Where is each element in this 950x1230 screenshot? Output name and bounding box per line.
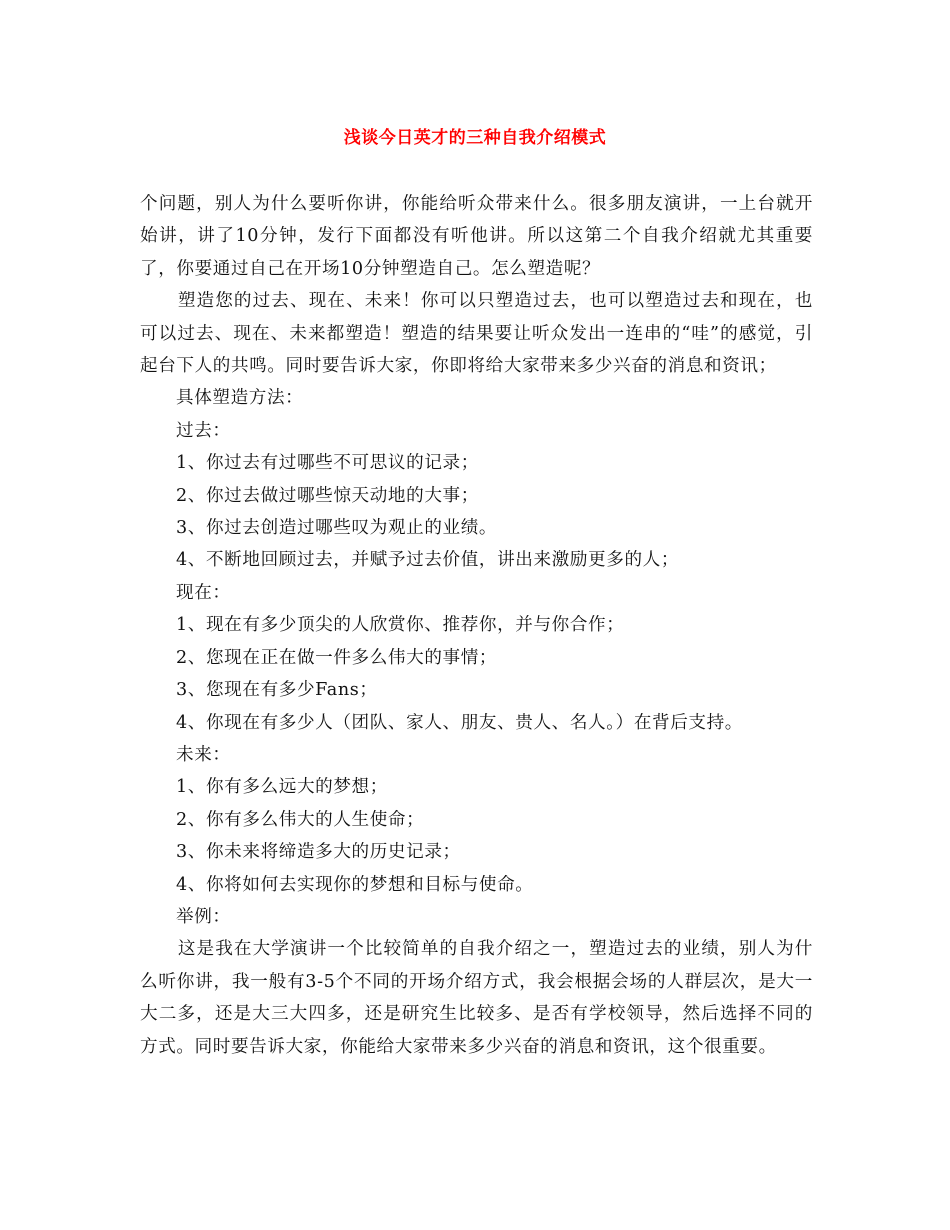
document-body [140,188,813,1063]
past-heading: 过去： [176,420,231,441]
future-heading: 未来： [176,744,231,765]
present-heading: 现在： [176,582,231,603]
example-heading: 举例： [176,906,231,927]
list-item-present-1: 1、现在有多少顶尖的人欣赏你、推荐你，并与你合作； [176,615,625,636]
paragraph-intro: 个问题，别人为什么要听你讲，你能给听众带来什么。很多朋友演讲，一上台就开始讲，讲了10分钟，发行下面都没有听他讲。所以这第二个自我介绍就尤其重要了，你要通过自己在开场10分钟塑造自己。怎么塑造呢？ [140,194,813,279]
list-item-future-3: 3、你未来将缔造多大的历史记录； [176,842,461,863]
list-item-past-1: 1、你过去有过哪些不可思议的记录； [176,453,479,474]
list-item-present-4: 4、你现在有多少人（团队、家人、朋友、贵人、名人。）在背后支持。 [176,712,744,733]
paragraph-example: 这是我在大学演讲一个比较简单的自我介绍之一，塑造过去的业绩，别人为什么听你讲，我一般有3-5个不同的开场介绍方式，我会根据会场的人群层次，是大一大二多，还是大三大四多，还是研究生比较多、是否有学校领导，然后选择不同的方式。同时要告诉大家，你能给大家带来多少兴奋的消息和资讯，这个很重要。 [140,939,813,1057]
list-item-past-3: 3、你过去创造过哪些叹为观止的业绩。 [176,518,498,539]
list-item-future-1: 1、你有多么远大的梦想； [176,777,388,798]
list-item-future-4: 4、你将如何去实现你的梦想和目标与使命。 [176,874,534,895]
methods-heading: 具体塑造方法： [176,388,304,409]
list-item-future-2: 2、你有多么伟大的人生使命； [176,809,425,830]
list-item-present-2: 2、您现在正在做一件多么伟大的事情； [176,647,498,668]
list-item-past-2: 2、你过去做过哪些惊天动地的大事； [176,485,479,506]
document-title: 浅谈今日英才的三种自我介绍模式 [343,128,607,148]
paragraph-shaping: 塑造您的过去、现在、未来！你可以只塑造过去，也可以塑造过去和现在，也可以过去、现在、未来都塑造！塑造的结果要让听众发出一连串的“哇”的感觉，引起台下人的共鸣。同时要告诉大家，你即将给大家带来多少兴奋的消息和资讯； [140,291,813,377]
list-item-past-4: 4、不断地回顾过去，并赋予过去价值，讲出来激励更多的人； [176,550,680,571]
list-item-present-3: 3、您现在有多少Fans； [176,680,378,701]
